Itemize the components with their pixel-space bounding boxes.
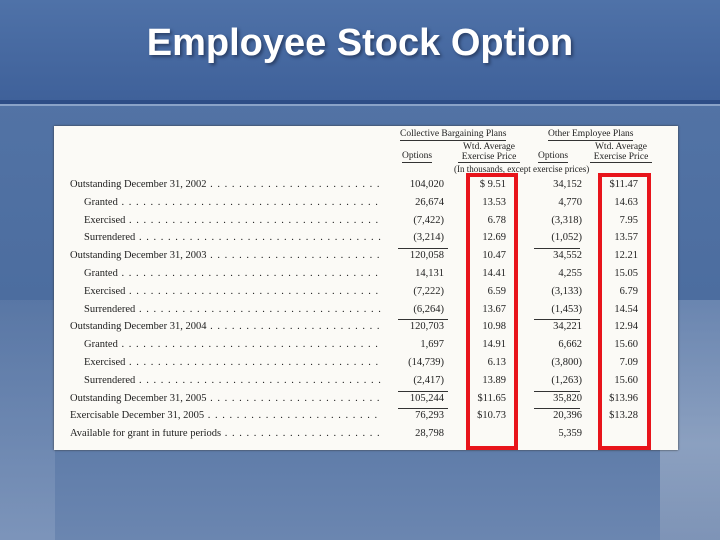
cell-value: $13.28: [609, 410, 638, 422]
row-label: Outstanding December 31, 2005 . . .: [70, 394, 382, 405]
row-label: Outstanding December 31, 2004 . . .: [70, 322, 382, 333]
cell-value: 4,255: [558, 268, 582, 279]
cell-value: 120,703: [409, 321, 444, 333]
col-header-price-2: Wtd. Average Exercise Price: [590, 143, 652, 163]
row-label: Outstanding December 31, 2003 . . .: [70, 251, 382, 262]
slide-title: Employee Stock Option: [146, 22, 574, 64]
cell-value: 13.57: [614, 232, 638, 244]
cell-value: 14.54: [614, 303, 638, 315]
column-rule: [534, 391, 580, 392]
cell-value: 34,552: [553, 250, 582, 262]
row-label: Granted . . .: [84, 198, 382, 209]
background-aircraft-image-left: [0, 300, 55, 540]
cell-value: 15.05: [614, 268, 638, 279]
cell-value: 5,359: [558, 428, 582, 440]
cell-value: (1,453): [551, 303, 582, 315]
row-label: Available for grant in future periods . . .: [70, 429, 382, 440]
highlight-box-other-price: [598, 173, 651, 450]
row-label: Surrendered . . .: [84, 305, 382, 316]
cell-value: 14.41: [482, 268, 506, 279]
cell-value: 6.13: [487, 357, 506, 368]
column-rule: [398, 408, 448, 409]
cell-value: 1,697: [420, 339, 444, 351]
cell-value: 34,221: [553, 321, 582, 333]
cell-value: (1,052): [551, 232, 582, 244]
cell-value: 14.91: [482, 339, 506, 351]
column-rule: [398, 319, 448, 320]
cell-value: $ 9.51: [479, 179, 506, 190]
highlight-box-collective-price: [466, 173, 518, 450]
cell-value: (14,739): [408, 357, 444, 368]
cell-value: 6,662: [558, 339, 582, 351]
cell-value: 34,152: [553, 179, 582, 190]
cell-value: $13.96: [609, 392, 638, 404]
cell-value: (3,318): [551, 214, 582, 226]
cell-value: 7.09: [619, 357, 638, 368]
cell-value: (3,133): [551, 285, 582, 297]
cell-value: (3,800): [551, 357, 582, 368]
cell-value: $10.73: [477, 410, 506, 422]
cell-value: 12.21: [614, 250, 638, 262]
cell-value: 7.95: [619, 214, 638, 226]
cell-value: 6.59: [487, 285, 506, 297]
units-note: (In thousands, except exercise prices): [454, 164, 590, 174]
row-label: Granted . . .: [84, 269, 382, 280]
cell-value: 35,820: [553, 392, 582, 404]
cell-value: (1,263): [551, 374, 582, 386]
cell-value: 15.60: [614, 374, 638, 386]
cell-value: 120,058: [409, 250, 444, 262]
cell-value: 6.78: [487, 214, 506, 226]
stock-option-table-scan: [54, 126, 678, 450]
cell-value: 12.94: [614, 321, 638, 333]
row-label: Granted . . .: [84, 340, 382, 351]
title-divider-light: [0, 104, 720, 106]
cell-value: 10.47: [482, 250, 506, 262]
cell-value: 14,131: [415, 268, 444, 279]
row-label: Exercised . . .: [84, 216, 382, 227]
cell-value: (7,422): [413, 214, 444, 226]
column-rule: [534, 408, 580, 409]
cell-value: (7,222): [413, 285, 444, 297]
column-rule: [534, 248, 580, 249]
cell-value: 15.60: [614, 339, 638, 351]
cell-value: 13.89: [482, 374, 506, 386]
cell-value: 13.67: [482, 303, 506, 315]
row-label: Outstanding December 31, 2002 . . .: [70, 180, 382, 191]
col-header-options-1: Options: [402, 151, 433, 161]
row-label: Exercisable December 31, 2005 . . .: [70, 411, 382, 422]
cell-value: 13.53: [482, 196, 506, 208]
col-header-options-2: Options: [538, 151, 569, 161]
cell-value: (2,417): [413, 374, 444, 386]
row-label: Surrendered . . .: [84, 233, 382, 244]
cell-value: $11.65: [477, 392, 506, 404]
cell-value: 104,020: [409, 179, 444, 190]
col-header-price-1: Wtd. Average Exercise Price: [458, 143, 520, 163]
cell-value: 12.69: [482, 232, 506, 244]
cell-value: 10.98: [482, 321, 506, 333]
cell-value: 28,798: [415, 428, 444, 440]
cell-value: (6,264): [413, 303, 444, 315]
column-rule: [398, 248, 448, 249]
column-rule: [534, 319, 580, 320]
row-label: Exercised . . .: [84, 287, 382, 298]
cell-value: 14.63: [614, 196, 638, 208]
group-header-collective: Collective Bargaining Plans: [400, 129, 507, 139]
cell-value: 6.79: [619, 285, 638, 297]
cell-value: (3,214): [413, 232, 444, 244]
group-header-other: Other Employee Plans: [548, 129, 634, 139]
row-label: Surrendered . . .: [84, 376, 382, 387]
cell-value: 20,396: [553, 410, 582, 422]
cell-value: 26,674: [415, 196, 444, 208]
row-label: Exercised . . .: [84, 358, 382, 369]
cell-value: 105,244: [409, 392, 444, 404]
cell-value: 76,293: [415, 410, 444, 422]
column-rule: [398, 391, 448, 392]
cell-value: 4,770: [558, 196, 582, 208]
cell-value: $11.47: [609, 179, 638, 190]
